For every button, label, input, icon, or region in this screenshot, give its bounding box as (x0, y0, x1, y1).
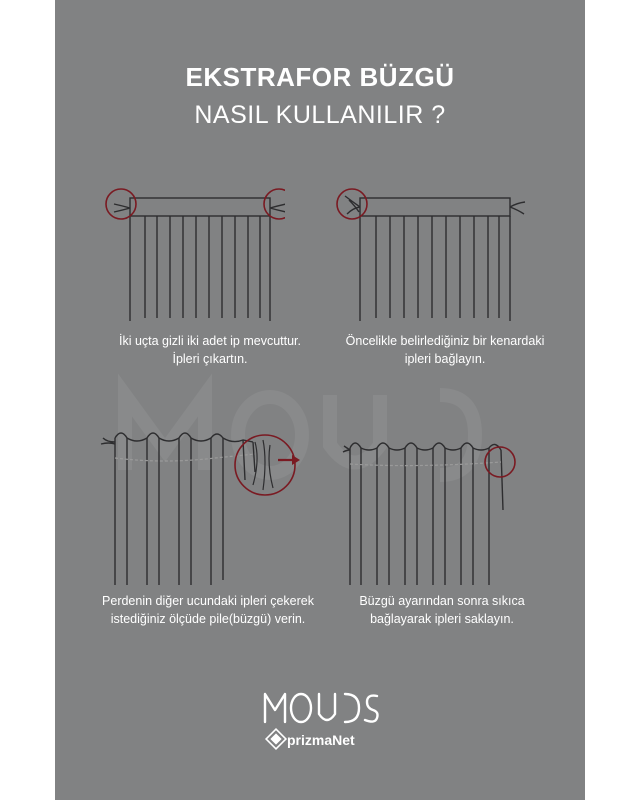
prizmanet-icon (266, 729, 286, 749)
instruction-panel (55, 0, 585, 800)
step4-illustration (335, 420, 535, 590)
page-title: EKSTRAFOR BÜZGÜ (185, 62, 455, 92)
step2-caption-line2: ipleri bağlayın. (404, 352, 486, 366)
sub-brand-text: prizmaNet (287, 732, 355, 748)
step1-illustration (105, 178, 285, 328)
step4-caption-line2: bağlayarak ipleri saklayın. (370, 612, 514, 626)
page-subtitle: NASIL KULLANILIR ? (194, 101, 446, 129)
step2-caption-line1: Öncelikle belirlediğiniz bir kenardaki (345, 334, 545, 348)
step3-caption (83, 592, 333, 628)
step1-caption-line1: İki uçta gizli iki adet ip mevcuttur. (118, 334, 302, 348)
step3-caption-line2: istediğiniz ölçüde pile(büzgü) verin. (110, 612, 306, 626)
step4-caption (317, 592, 567, 628)
step2-illustration (335, 178, 535, 328)
step4-caption-line1: Büzgü ayarından sonra sıkıca (359, 594, 525, 608)
brand-logo (255, 684, 385, 764)
step3-illustration (95, 420, 310, 590)
step1-caption-line2: İpleri çıkartın. (172, 352, 248, 366)
step3-caption-line1: Perdenin diğer ucundaki ipleri çekerek (102, 594, 314, 608)
step1-caption (85, 332, 335, 368)
step2-caption (320, 332, 570, 368)
